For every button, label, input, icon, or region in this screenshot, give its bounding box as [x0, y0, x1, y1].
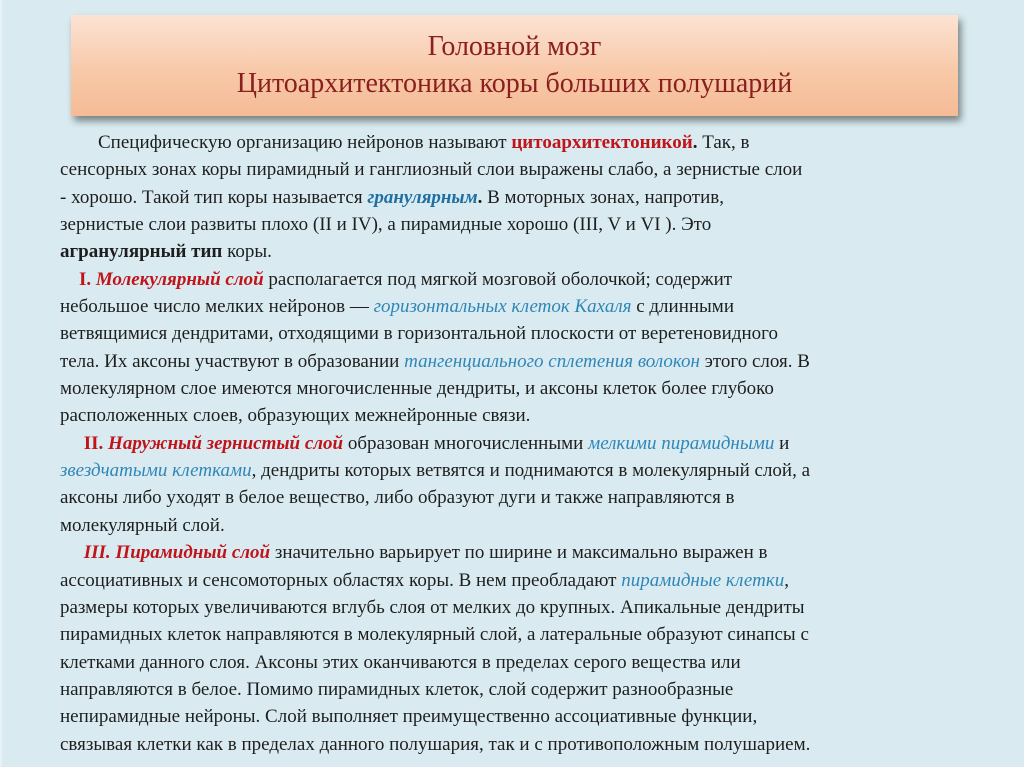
body-text: [60, 129, 972, 758]
text-run: аксоны либо уходят в белое вещество, либо образуют дуги и также направляются в: [60, 487, 735, 509]
text-run: тела. Их аксоны участвуют в образовании: [60, 350, 405, 372]
text-line: [60, 320, 972, 347]
text-run: , дендриты которых ветвятся и поднимаются в молекулярный слой, а: [251, 460, 811, 482]
text-line: [60, 457, 972, 484]
text-line: [60, 567, 972, 594]
text-line: [60, 430, 972, 457]
text-run: располагается под мягкой мозговой оболочкой; содержит: [263, 268, 733, 290]
highlighted-term: III. Пирамидный слой: [83, 542, 271, 564]
highlighted-term: агранулярный тип: [60, 241, 223, 263]
highlighted-term: цитоархитектоникой: [511, 132, 693, 153]
title-box: [71, 15, 958, 116]
text-run: - хорошо. Такой тип коры называется: [60, 186, 368, 208]
text-line: [60, 211, 972, 238]
text-run: и: [774, 432, 790, 454]
text-run: ,: [784, 569, 789, 591]
text-line: [60, 731, 972, 758]
text-line: [60, 539, 972, 566]
title-line-2: Цитоархитектоника коры больших полушарий: [236, 68, 793, 99]
text-run: молекулярном слое имеются многочисленные дендриты, и аксоны клеток более глубоко: [60, 378, 774, 400]
highlighted-term: .: [692, 132, 703, 153]
text-run: В моторных зонах, напротив,: [482, 186, 724, 208]
text-line: [60, 348, 972, 375]
text-run: непирамидные нейроны. Слой выполняет преимущественно ассоциативные функции,: [60, 706, 758, 728]
text-line: [60, 484, 972, 511]
text-run: зернистые слои развиты плохо (II и IV), а пирамидные хорошо (III, V и VI ). Это: [60, 214, 712, 236]
text-run: с длинными: [631, 296, 734, 318]
text-line: [60, 676, 972, 703]
text-run: коры.: [222, 241, 272, 263]
text-line: [60, 293, 972, 320]
text-line: [60, 184, 972, 211]
text-line: [60, 512, 972, 539]
highlighted-term: Наружный зернистый слой: [108, 432, 344, 454]
text-run: молекулярный слой.: [60, 514, 225, 536]
highlighted-term: тангенциального сплетения волокон: [404, 350, 700, 372]
highlighted-term: пирамидные клетки: [621, 569, 785, 591]
text-run: направляются в белое. Помимо пирамидных клеток, слой содержит разнообразные: [60, 678, 734, 700]
highlighted-term: I.: [79, 268, 96, 290]
text-line: [60, 129, 972, 156]
text-run: сенсорных зонах коры пирамидный и ганглиозный слои выражены слабо, а зернистые слои: [60, 159, 803, 181]
text-line: [60, 594, 972, 621]
text-run: значительно варьирует по ширине и максимально выражен в: [270, 542, 768, 564]
title-line-1: Головной мозг: [427, 31, 602, 62]
highlighted-term: звездчатыми клетками: [60, 460, 252, 482]
text-line: [60, 703, 972, 730]
text-run: образован многочисленными: [343, 432, 589, 454]
highlighted-term: II.: [83, 432, 109, 454]
text-run: небольшое число мелких нейронов —: [60, 296, 374, 318]
text-run: ветвящимися дендритами, отходящими в горизонтальной плоскости от веретеновидного: [60, 323, 778, 345]
text-line: [60, 266, 972, 293]
highlighted-term: горизонтальных клеток Кахаля: [373, 296, 632, 318]
text-line: [60, 156, 972, 183]
text-run: [60, 269, 79, 290]
highlighted-term: гранулярным: [367, 186, 478, 208]
text-run: размеры которых увеличиваются вглубь слоя от мелких до крупных. Апикальные дендриты: [60, 596, 805, 618]
text-run: клетками данного слоя. Аксоны этих оканчиваются в пределах серого вещества или: [60, 651, 741, 673]
text-line: [60, 402, 972, 429]
text-line: [60, 621, 972, 648]
text-run: расположенных слоев, образующих межнейронные связи.: [60, 405, 531, 427]
highlighted-term: Молекулярный слой: [95, 268, 264, 290]
text-run: ассоциативных и сенсомоторных областях коры. В нем преобладают: [60, 569, 622, 591]
highlighted-term: .: [477, 186, 483, 208]
text-line: [60, 238, 972, 265]
text-run: Специфическую организацию нейронов называют: [60, 132, 512, 153]
text-run: Так, в: [702, 132, 750, 153]
text-run: [60, 542, 84, 563]
highlighted-term: мелкими пирамидными: [588, 432, 775, 454]
text-line: [60, 375, 972, 402]
text-run: этого слоя. В: [699, 350, 810, 372]
text-run: [60, 433, 84, 454]
text-run: связывая клетки как в пределах данного полушария, так и с противоположным полушарием.: [60, 733, 811, 755]
text-line: [60, 649, 972, 676]
text-run: пирамидных клеток направляются в молекулярный слой, а латеральные образуют синапсы с: [60, 624, 809, 646]
